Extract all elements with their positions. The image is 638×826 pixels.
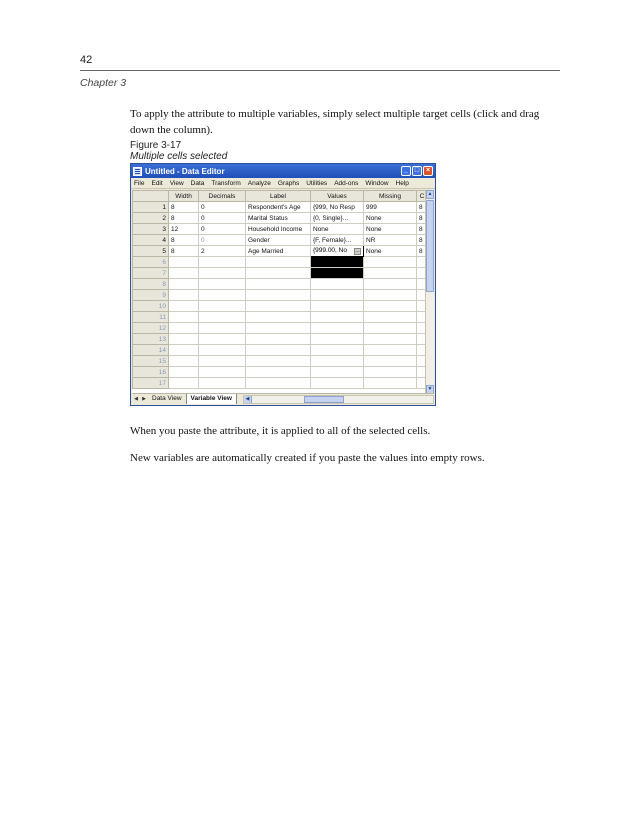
- menu-addons[interactable]: Add-ons: [334, 179, 359, 187]
- app-icon: [133, 167, 142, 176]
- empty-cell[interactable]: [199, 323, 246, 334]
- cell-width[interactable]: 8: [169, 202, 199, 213]
- row-number[interactable]: 9: [133, 290, 169, 301]
- menu-help[interactable]: Help: [395, 179, 409, 187]
- menu-transform[interactable]: Transform: [211, 179, 241, 187]
- empty-cell[interactable]: [199, 312, 246, 323]
- empty-cell[interactable]: [169, 268, 199, 279]
- empty-cell[interactable]: [199, 345, 246, 356]
- horizontal-scrollbar[interactable]: [243, 395, 434, 404]
- menu-file[interactable]: File: [134, 179, 145, 187]
- empty-cell[interactable]: [364, 279, 417, 290]
- tab-prev-icon[interactable]: ◀: [134, 396, 138, 402]
- empty-cell[interactable]: [246, 378, 311, 389]
- empty-cell[interactable]: [311, 378, 364, 389]
- empty-cell[interactable]: [199, 367, 246, 378]
- empty-cell[interactable]: [246, 290, 311, 301]
- empty-cell[interactable]: [169, 279, 199, 290]
- empty-cell[interactable]: [199, 268, 246, 279]
- row-number[interactable]: 16: [133, 367, 169, 378]
- empty-cell[interactable]: [364, 268, 417, 279]
- row-number[interactable]: 12: [133, 323, 169, 334]
- table-row: [133, 235, 428, 246]
- header-rule: [80, 70, 560, 71]
- empty-cell[interactable]: [311, 367, 364, 378]
- row-number[interactable]: 6: [133, 257, 169, 268]
- table-row: [133, 312, 428, 323]
- menu-utilities[interactable]: Utilities: [306, 179, 328, 187]
- cell-width[interactable]: 8: [169, 246, 199, 257]
- empty-cell[interactable]: [311, 279, 364, 290]
- empty-cell[interactable]: [246, 356, 311, 367]
- title-bar[interactable]: [131, 164, 435, 178]
- row-number[interactable]: 10: [133, 301, 169, 312]
- variable-grid: [132, 190, 427, 394]
- empty-cell[interactable]: [364, 290, 417, 301]
- empty-cell[interactable]: [199, 356, 246, 367]
- empty-cell[interactable]: [311, 356, 364, 367]
- row-number[interactable]: 11: [133, 312, 169, 323]
- empty-cell[interactable]: [199, 378, 246, 389]
- vertical-scrollbar[interactable]: [425, 190, 434, 394]
- figure-number: Figure 3-17: [130, 140, 182, 151]
- table-row: [133, 279, 428, 290]
- scroll-thumb[interactable]: [426, 200, 434, 292]
- table-row: [133, 378, 428, 389]
- table-row: [133, 246, 428, 257]
- table-row: [133, 224, 428, 235]
- window-title: Untitled - Data Editor: [145, 166, 225, 176]
- empty-cell[interactable]: [311, 345, 364, 356]
- ellipsis-button[interactable]: ...: [355, 248, 360, 254]
- figure-caption: [130, 140, 227, 162]
- empty-cell[interactable]: [311, 323, 364, 334]
- empty-cell[interactable]: [199, 279, 246, 290]
- empty-cell[interactable]: [311, 301, 364, 312]
- cell-label[interactable]: Marital Status: [246, 213, 311, 224]
- empty-cell[interactable]: [246, 367, 311, 378]
- scroll-left-icon[interactable]: ◀: [244, 396, 252, 403]
- empty-cell[interactable]: [364, 367, 417, 378]
- empty-cell[interactable]: [246, 345, 311, 356]
- cell-columns[interactable]: 8: [417, 224, 428, 235]
- cell-missing[interactable]: None: [364, 213, 417, 224]
- empty-cell[interactable]: [169, 312, 199, 323]
- column-header-missing[interactable]: Missing: [364, 191, 417, 202]
- row-number[interactable]: 1: [133, 202, 169, 213]
- table-row: [133, 257, 428, 268]
- empty-cell[interactable]: [364, 257, 417, 268]
- table-row: [133, 334, 428, 345]
- empty-cell[interactable]: [199, 257, 246, 268]
- cell-label[interactable]: Respondent's Age: [246, 202, 311, 213]
- row-number[interactable]: 8: [133, 279, 169, 290]
- cell-missing[interactable]: NR: [364, 235, 417, 246]
- minimize-icon[interactable]: _: [401, 166, 411, 176]
- cell-values-editing[interactable]: [311, 246, 364, 257]
- table-row: [133, 213, 428, 224]
- table-row: [133, 323, 428, 334]
- empty-cell[interactable]: [311, 312, 364, 323]
- empty-cell[interactable]: [199, 290, 246, 301]
- cell-missing[interactable]: None: [364, 224, 417, 235]
- empty-cell[interactable]: [246, 268, 311, 279]
- cell-label[interactable]: Age Married: [246, 246, 311, 257]
- cell-decimals[interactable]: 0: [199, 202, 246, 213]
- row-number[interactable]: 14: [133, 345, 169, 356]
- empty-cell[interactable]: [246, 257, 311, 268]
- tab-data-view[interactable]: Data View: [148, 394, 187, 404]
- tab-next-icon[interactable]: ▶: [142, 396, 146, 402]
- cell-missing[interactable]: None: [364, 246, 417, 257]
- menu-view[interactable]: View: [169, 179, 184, 187]
- row-number[interactable]: 4: [133, 235, 169, 246]
- empty-cell[interactable]: [364, 356, 417, 367]
- tab-variable-view[interactable]: Variable View: [187, 394, 237, 404]
- menu-edit[interactable]: Edit: [151, 179, 163, 187]
- empty-cell[interactable]: [169, 334, 199, 345]
- page-number: 42: [80, 54, 93, 66]
- cell-width[interactable]: 12: [169, 224, 199, 235]
- table-row: [133, 367, 428, 378]
- empty-cell[interactable]: [199, 334, 246, 345]
- cell-decimals[interactable]: 0: [199, 224, 246, 235]
- empty-cell[interactable]: [169, 290, 199, 301]
- empty-cell[interactable]: [364, 301, 417, 312]
- header-row: [133, 191, 428, 202]
- column-header-decimals[interactable]: Decimals: [199, 191, 246, 202]
- row-number[interactable]: 3: [133, 224, 169, 235]
- cell-values[interactable]: {0, Single}...: [311, 213, 364, 224]
- cell-columns[interactable]: 8: [417, 213, 428, 224]
- empty-cell[interactable]: [364, 378, 417, 389]
- cell-columns[interactable]: 8: [417, 202, 428, 213]
- cell-width[interactable]: 8: [169, 235, 199, 246]
- cell-label[interactable]: Household Income: [246, 224, 311, 235]
- cell-decimals[interactable]: 0: [199, 213, 246, 224]
- empty-cell[interactable]: [246, 312, 311, 323]
- row-number[interactable]: 17: [133, 378, 169, 389]
- row-number[interactable]: 5: [133, 246, 169, 257]
- empty-cell[interactable]: [169, 367, 199, 378]
- menu-data[interactable]: Data: [190, 179, 205, 187]
- table-row: [133, 268, 428, 279]
- empty-cell[interactable]: [364, 312, 417, 323]
- column-header-values[interactable]: Values: [311, 191, 364, 202]
- menu-graphs[interactable]: Graphs: [277, 179, 300, 187]
- empty-cell[interactable]: [364, 345, 417, 356]
- selected-cell[interactable]: [311, 268, 364, 279]
- close-icon[interactable]: ×: [423, 166, 433, 176]
- empty-cell[interactable]: [246, 279, 311, 290]
- cell-label[interactable]: Gender: [246, 235, 311, 246]
- variable-table: [132, 190, 427, 389]
- empty-cell[interactable]: [169, 257, 199, 268]
- cell-width[interactable]: 8: [169, 213, 199, 224]
- cell-columns[interactable]: 8: [417, 246, 428, 257]
- cell-values[interactable]: None: [311, 224, 364, 235]
- maximize-icon[interactable]: □: [412, 166, 422, 176]
- scroll-down-icon[interactable]: ▼: [427, 386, 433, 392]
- cell-columns[interactable]: 8: [417, 235, 428, 246]
- data-editor-window: [130, 163, 436, 406]
- view-tab-bar: [132, 393, 434, 404]
- menu-analyze[interactable]: Analyze: [247, 179, 271, 187]
- cell-values-text: {999.00, No: [313, 247, 347, 254]
- intro-paragraph: To apply the attribute to multiple variables, simply select multiple target cells (click and drag down the column).: [130, 108, 540, 136]
- column-header-width[interactable]: Width: [169, 191, 199, 202]
- cell-decimals[interactable]: 2: [199, 246, 246, 257]
- cell-values[interactable]: {F, Female}...: [311, 235, 364, 246]
- paste-paragraph: When you paste the attribute, it is applied to all of the selected cells.: [130, 425, 431, 437]
- empty-cell[interactable]: [169, 378, 199, 389]
- empty-cell[interactable]: [246, 334, 311, 345]
- empty-cell[interactable]: [364, 323, 417, 334]
- cell-missing[interactable]: 999: [364, 202, 417, 213]
- empty-cell[interactable]: [311, 290, 364, 301]
- row-number[interactable]: 7: [133, 268, 169, 279]
- chapter-label: Chapter 3: [80, 77, 127, 89]
- corner-header[interactable]: [133, 191, 169, 202]
- empty-cell[interactable]: [169, 356, 199, 367]
- empty-cell[interactable]: [311, 334, 364, 345]
- table-row: [133, 290, 428, 301]
- table-row: [133, 301, 428, 312]
- new-variables-paragraph: New variables are automatically created if you paste the values into empty rows.: [130, 452, 485, 464]
- empty-cell[interactable]: [169, 301, 199, 312]
- menu-bar: [131, 178, 435, 189]
- horizontal-scroll-thumb[interactable]: [304, 396, 344, 403]
- cell-values[interactable]: {999, No Resp: [311, 202, 364, 213]
- empty-cell[interactable]: [169, 345, 199, 356]
- menu-window[interactable]: Window: [365, 179, 389, 187]
- column-header-columns[interactable]: C: [417, 191, 428, 202]
- row-number[interactable]: 2: [133, 213, 169, 224]
- empty-cell[interactable]: [246, 301, 311, 312]
- empty-cell[interactable]: [246, 323, 311, 334]
- selected-cell[interactable]: [311, 257, 364, 268]
- table-row: [133, 345, 428, 356]
- row-number[interactable]: 15: [133, 356, 169, 367]
- column-header-label[interactable]: Label: [246, 191, 311, 202]
- table-row: [133, 356, 428, 367]
- empty-cell[interactable]: [364, 334, 417, 345]
- empty-cell[interactable]: [169, 323, 199, 334]
- cell-decimals[interactable]: 0: [199, 235, 246, 246]
- empty-cell[interactable]: [199, 301, 246, 312]
- figure-subtitle: Multiple cells selected: [130, 151, 228, 162]
- table-row: [133, 202, 428, 213]
- scroll-up-icon[interactable]: ▲: [427, 191, 433, 197]
- row-number[interactable]: 13: [133, 334, 169, 345]
